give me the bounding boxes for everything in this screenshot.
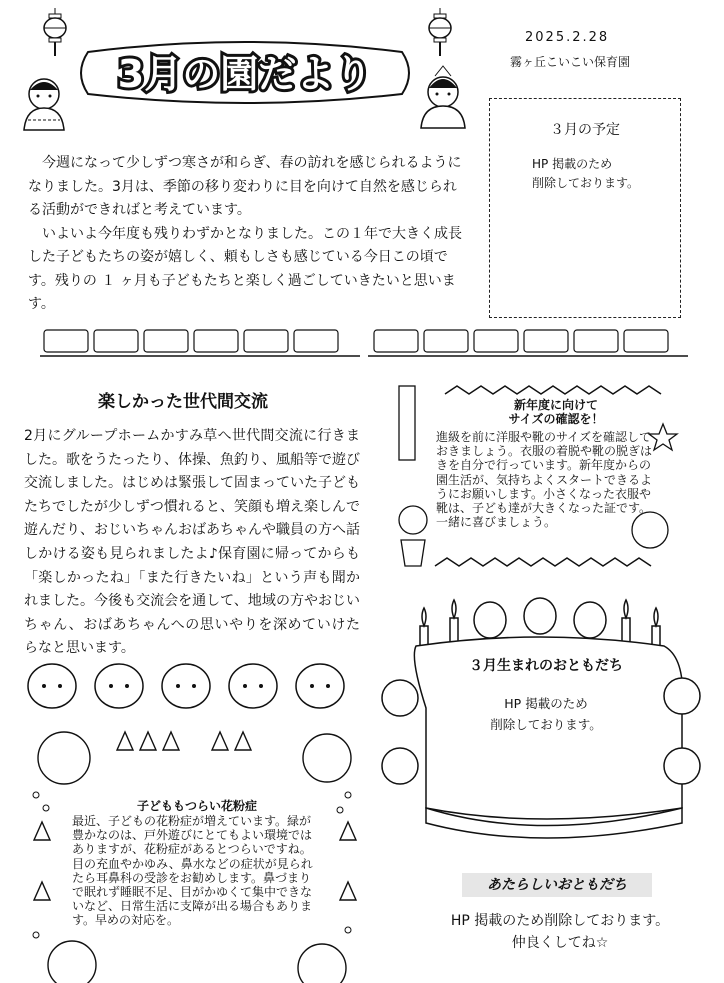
pollen-body: 最近、子どもの花粉症が増えています。緑が豊かなのは、戸外遊びにとてもよい環境ではありますが、花粉症があるとつらいですね。目の充血やかゆみ、鼻水などの症状が見られたら耳鼻科の受診をお勧めします。鼻づまりで眠れず睡眠不足、目がかゆくて集中できないなど、日常生活に支障が出る場合もあります。早めの対応を。 — [72, 814, 313, 928]
lantern-icon — [425, 8, 455, 58]
lantern-icon — [40, 8, 70, 58]
birthday-title: ３月生まれのおともだち — [469, 658, 623, 674]
intro-paragraph: いよいよ今年度も残りわずかとなりました。この１年で大きく成長した子どもたちの姿が嬉しく、頼もしさも感じている今日この頃です。残りの １ ヶ月も子どもたちと楽しく過ごしていきたいと思います。 — [28, 225, 462, 312]
new-friends-title: あたらしいおともだち — [462, 873, 652, 897]
train-border-left — [40, 322, 360, 362]
new-year-title — [436, 398, 656, 426]
new-year-title-line: 新年度に向けて — [513, 398, 598, 412]
schedule-line: HP 掲載のため — [532, 157, 613, 171]
new-friends-line: 仲良くしてね☆ — [511, 935, 609, 951]
new-year-section — [436, 398, 656, 529]
intro-text — [28, 152, 468, 317]
exchange-title: 楽しかった世代間交流 — [98, 392, 268, 412]
schedule-title: ３月の予定 — [550, 122, 620, 138]
schedule-line: 削除しております。 — [532, 176, 640, 190]
hina-doll-left-icon — [18, 72, 70, 132]
date: 2025.2.28 — [525, 30, 610, 45]
birthday-line: 削除しております。 — [490, 717, 602, 732]
new-year-title-line: サイズの確認を！ — [508, 412, 604, 426]
page-title: 3月の園だより — [117, 52, 373, 96]
birthday-body — [420, 693, 672, 735]
schedule-box — [489, 98, 681, 318]
intro-paragraph: 今週になって少しずつ寒さが和らぎ、春の訪れを感じられるようになりました。3月は、季節の移り変わりに目を向けて自然を感じられる活動ができればと考えています。 — [28, 155, 462, 218]
new-year-body: 進級を前に洋服や靴のサイズを確認しておきましょう。衣服の着脱や靴の脱ぎはきを自分で行っています。新年度からの園生活が、気持ちよくスタートできるようにお願いします。小さくなった衣服や靴は、子ども達が大きくなった証です。一緒に喜びましょう。 — [436, 430, 653, 530]
new-friends-body — [410, 910, 710, 954]
school-name: 霧ヶ丘こいこい保育園 — [510, 55, 631, 69]
schedule-body — [532, 155, 639, 193]
pollen-title: 子どももつらい花粉症 — [136, 799, 257, 813]
title-banner — [70, 38, 420, 108]
birthday-line: HP 掲載のため — [504, 696, 588, 711]
faces-row-icon — [22, 660, 352, 710]
pollen-section — [72, 797, 322, 928]
exchange-body: 2月にグループホームかすみ草へ世代間交流に行きました。歌をうたったり、体操、魚釣り、風船等で遊び交流しました。はじめは緊張して固まっていた子どもたちでしたが少しずつ慣れると、笑顔も増え楽しんで遊んだり、おじいちゃんおばあちゃんや職員の方へ話しかける姿も見られましたよ♪保育園に帰ってからも「楽しかったね」「また行きたいね」という声も聞かれました。今後も交流会を通して、地域の方やおじいちゃん、おばあちゃんへの思いやりを深めていけたらなと思います。 — [24, 428, 360, 657]
new-friends-line: HP 掲載のため削除しております。 — [450, 913, 670, 929]
hina-doll-right-icon — [415, 62, 470, 130]
birthday-section — [420, 655, 672, 735]
train-border-right — [368, 322, 688, 362]
